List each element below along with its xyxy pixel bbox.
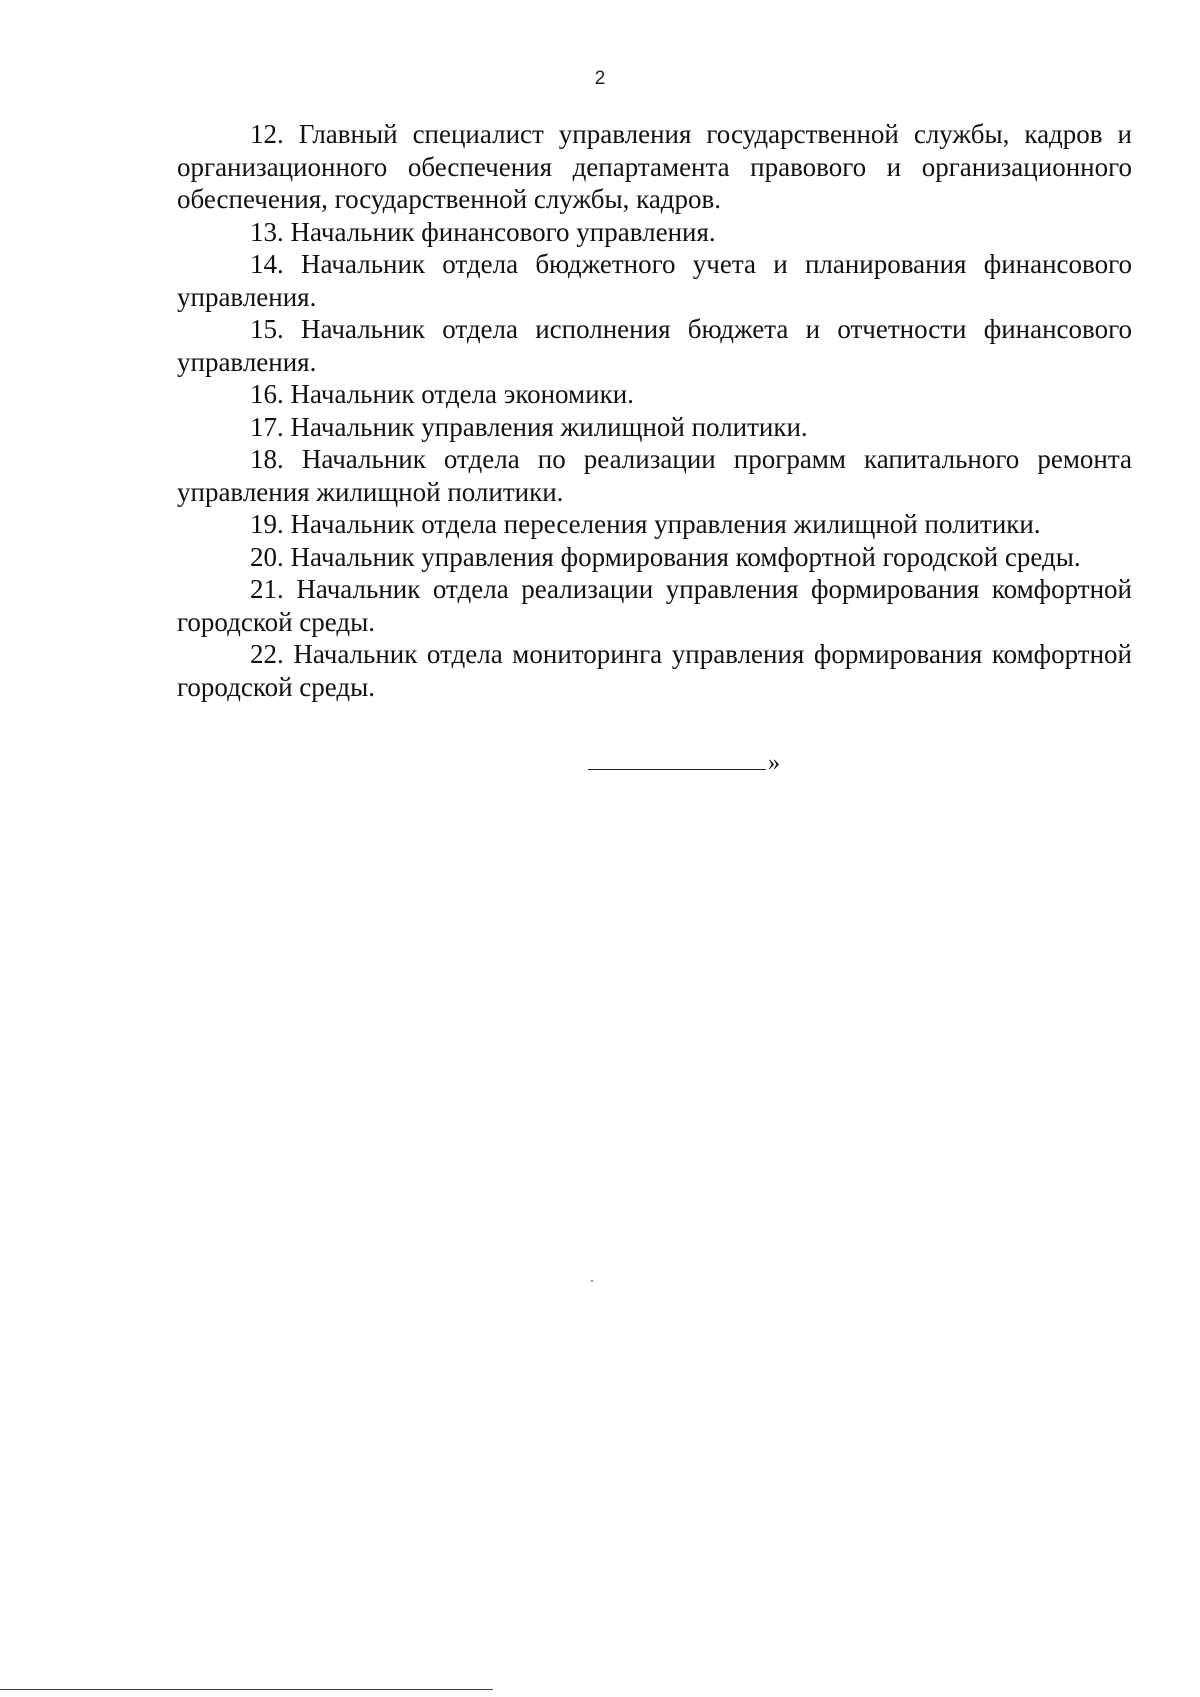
page-bottom-rule <box>0 1689 493 1690</box>
list-item: 16. Начальник отдела экономики. <box>250 379 634 409</box>
list-item: 22. Начальник отдела мониторинга управления формирования комфортной городской среды. <box>177 639 1132 702</box>
list-item: 20. Начальник управления формирования комфортной городской среды. <box>250 541 1081 572</box>
list-item: 13. Начальник финансового управления. <box>250 216 716 247</box>
page-number: 2 <box>594 68 606 89</box>
closing-quote-mark: » <box>768 750 780 776</box>
scan-speck <box>591 1280 593 1282</box>
signature-underline <box>588 769 766 770</box>
list-item: 17. Начальник управления жилищной политики. <box>250 411 808 442</box>
list-item: 14. Начальник отдела бюджетного учета и планирования финансового управления. <box>177 249 1132 312</box>
closing-line <box>588 748 780 778</box>
list-item: 19. Начальник отдела переселения управления жилищной политики. <box>250 509 1041 539</box>
list-item: 21. Начальник отдела реализации управления формирования комфортной городской среды. <box>177 574 1132 637</box>
list-item: 15. Начальник отдела исполнения бюджета и отчетности финансового управления. <box>177 314 1132 377</box>
list-item: 12. Главный специалист управления государственной службы, кадров и организационного обеспечения департамента правового и организационного обеспечения, государственной службы, кадров. <box>177 119 1132 214</box>
list-item: 18. Начальник отдела по реализации программ капитального ремонта управления жилищной политики. <box>177 444 1132 507</box>
document-body <box>177 118 1132 703</box>
